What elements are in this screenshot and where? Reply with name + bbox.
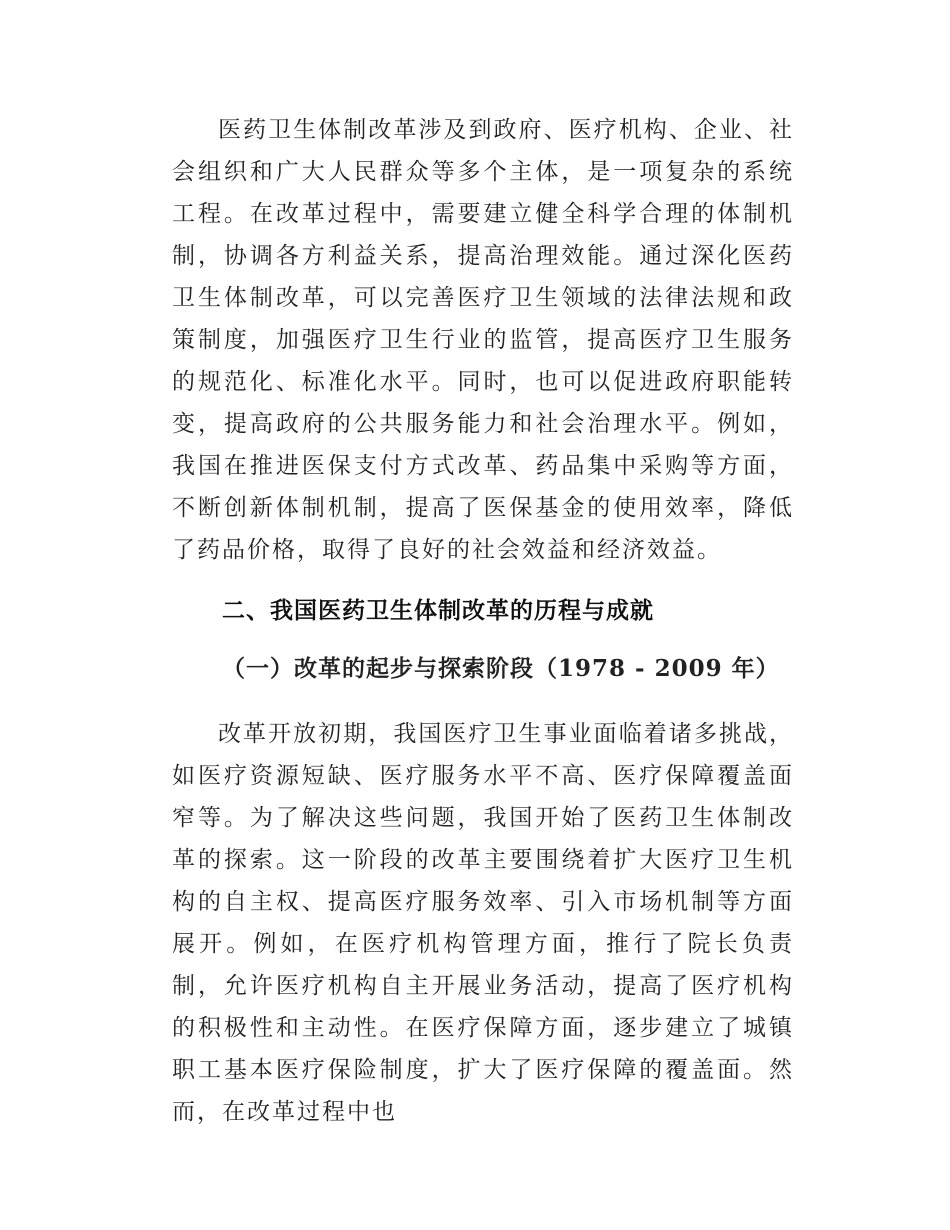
body-paragraph: 改革开放初期，我国医疗卫生事业面临着诸多挑战，如医疗资源短缺、医疗服务水平不高、医疗保障覆盖面窄等。为了解决这些问题，我国开始了医药卫生体制改革的探索。这一阶段的改革主要围绕着扩大医疗卫生机构的自主权、提高医疗服务效率、引入市场机制等方面展开。例如，在医疗机构管理方面，推行了院长负责制，允许医疗机构自主开展业务活动，提高了医疗机构的积极性和主动性。在医疗保障方面，逐步建立了城镇职工基本医疗保险制度，扩大了医疗保障的覆盖面。然而，在改革过程中也 — [172, 721, 794, 1125]
body-paragraph: 医药卫生体制改革涉及到政府、医疗机构、企业、社会组织和广大人民群众等多个主体，是一项复杂的系统工程。在改革过程中，需要建立健全科学合理的体制机制，协调各方利益关系，提高治理效能。通过深化医药卫生体制改革，可以完善医疗卫生领域的法律法规和政策制度，加强医疗卫生行业的监管，提高医疗卫生服务的规范化、标准化水平。同时，也可以促进政府职能转变，提高政府的公共服务能力和社会治理水平。例如，我国在推进医保支付方式改革、药品集中采购等方面，不断创新体制机制，提高了医保基金的使用效率，降低了药品价格，取得了良好的社会效益和经济效益。 — [172, 117, 794, 563]
subsection-heading: （一）改革的起步与探索阶段（1978 - 2009 年） — [222, 655, 780, 682]
section-heading: 二、我国医药卫生体制改革的历程与成就 — [222, 598, 654, 624]
